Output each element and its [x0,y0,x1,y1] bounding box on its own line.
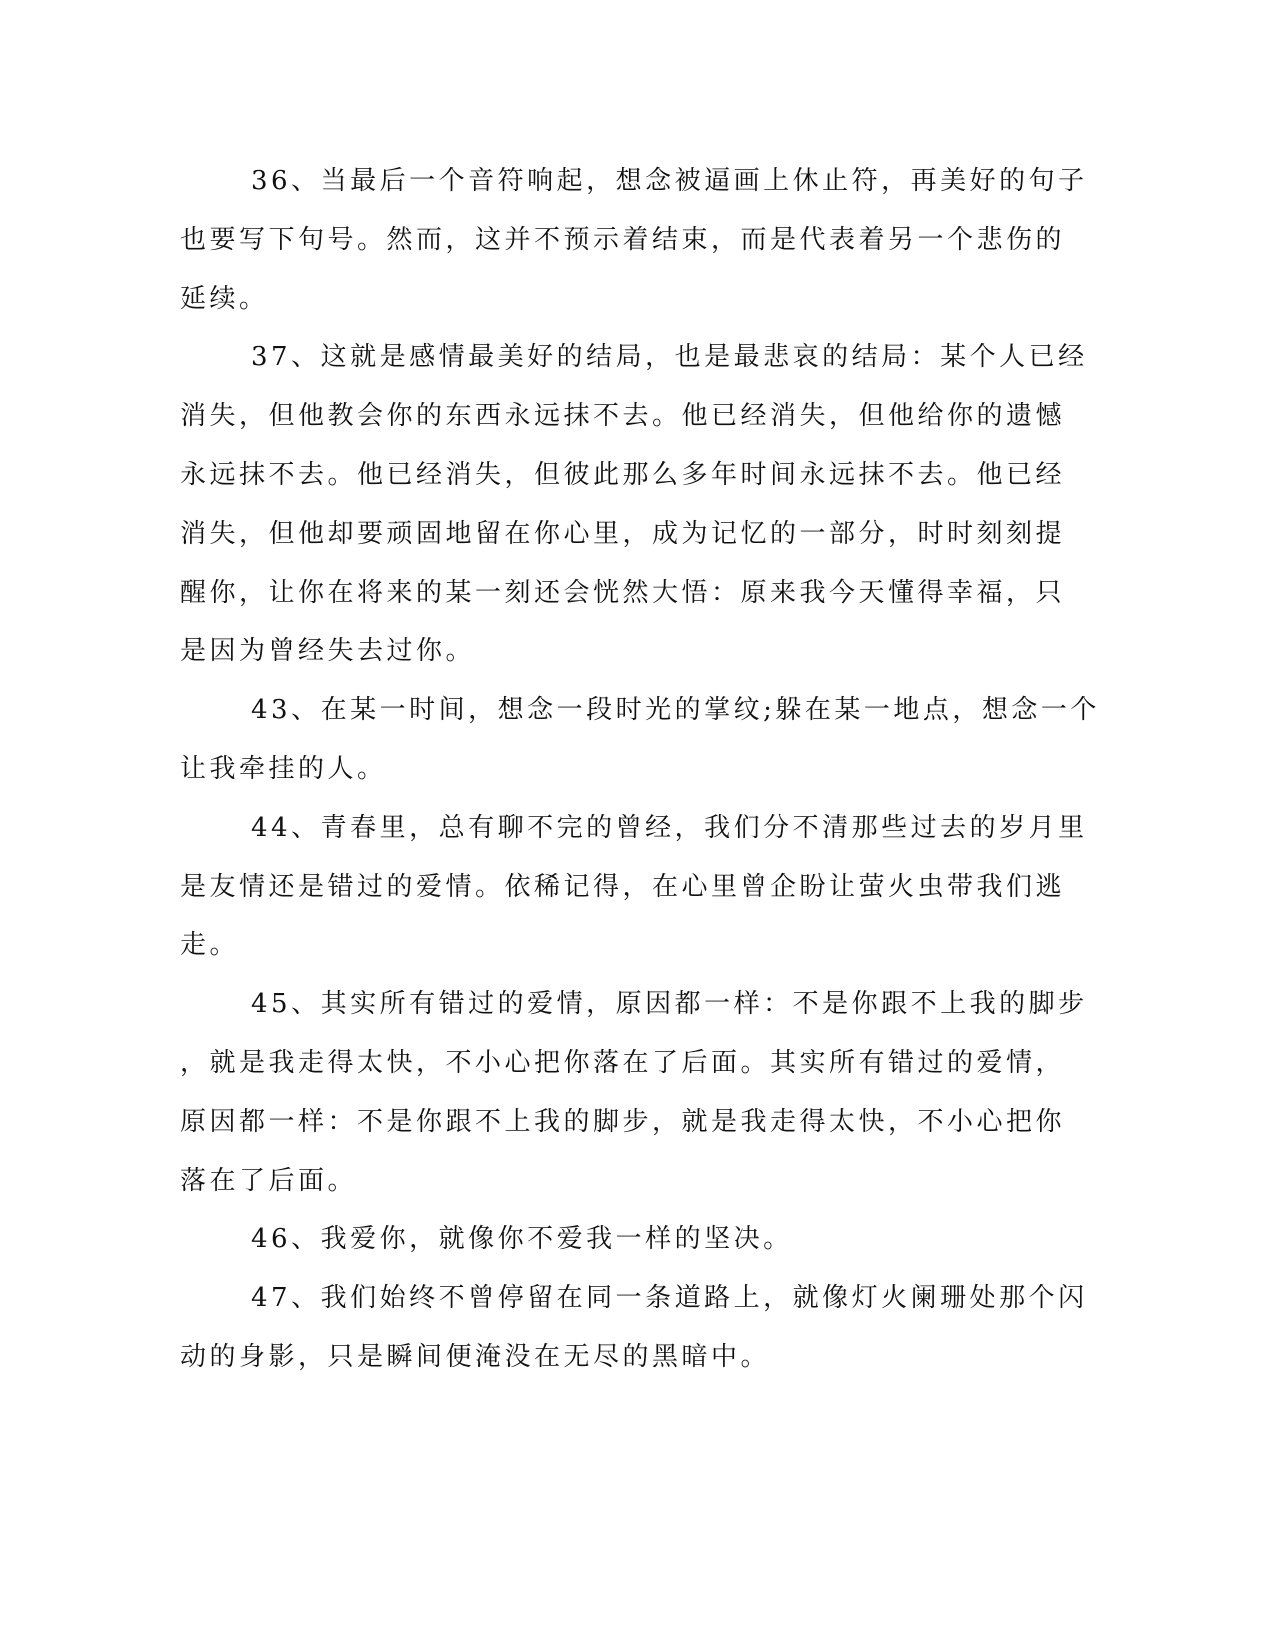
paragraph-47 [180,1269,1088,1387]
paragraph-45 [180,975,1088,1210]
text-line: 走。 [180,930,240,961]
paragraph-44 [180,799,1088,975]
document-body [180,152,1100,1387]
text-line: 是因为曾经失去过你。 [180,636,476,667]
text-line: 也要写下句号。然而，这并不预示着结束，而是代表着另一个悲伤的 [180,224,1066,255]
text-line: 永远抹不去。他已经消失，但彼此那么多年时间永远抹不去。他已经 [180,459,1066,490]
text-line: 是友情还是错过的爱情。依稀记得，在心里曾企盼让萤火虫带我们逃 [180,871,1066,902]
text-line: 46、我爱你，就像你不爱我一样的坚决。 [251,1224,793,1255]
paragraph-46 [180,1210,1020,1269]
text-line: 36、当最后一个音符响起，想念被逼画上休止符，再美好的句子 [251,166,1088,196]
text-line: 动的身影，只是瞬间便淹没在无尽的黑暗中。 [180,1341,771,1372]
text-line: 让我牵挂的人。 [180,753,387,784]
text-line: 消失，但他教会你的东西永远抹不去。他已经消失，但他给你的遗憾 [180,401,1066,432]
text-line: 43、在某一时间，想念一段时光的掌纹;躲在某一地点，想念一个 [251,695,1100,726]
text-line: 延续。 [180,283,269,314]
text-line: 消失，但他却要顽固地留在你心里，成为记忆的一部分，时时刻刻提 [180,518,1066,549]
text-line: 原因都一样：不是你跟不上我的脚步，就是我走得太快，不小心把你 [180,1106,1066,1137]
text-line: 44、青春里，总有聊不完的曾经，我们分不清那些过去的岁月里 [251,812,1088,843]
text-line: 47、我们始终不曾停留在同一条道路上，就像灯火阑珊处那个闪 [251,1283,1088,1314]
text-line: ，就是我走得太快，不小心把你落在了后面。其实所有错过的爱情， [180,1047,1066,1078]
text-line: 醒你，让你在将来的某一刻还会恍然大悟：原来我今天懂得幸福，只 [180,577,1066,608]
text-line: 37、这就是感情最美好的结局，也是最悲哀的结局：某个人已经 [251,342,1088,373]
paragraph-36 [180,152,1088,328]
text-line: 45、其实所有错过的爱情，原因都一样：不是你跟不上我的脚步 [251,989,1088,1020]
paragraph-43 [180,681,1100,799]
paragraph-37 [180,328,1088,681]
text-line: 落在了后面。 [180,1165,358,1196]
